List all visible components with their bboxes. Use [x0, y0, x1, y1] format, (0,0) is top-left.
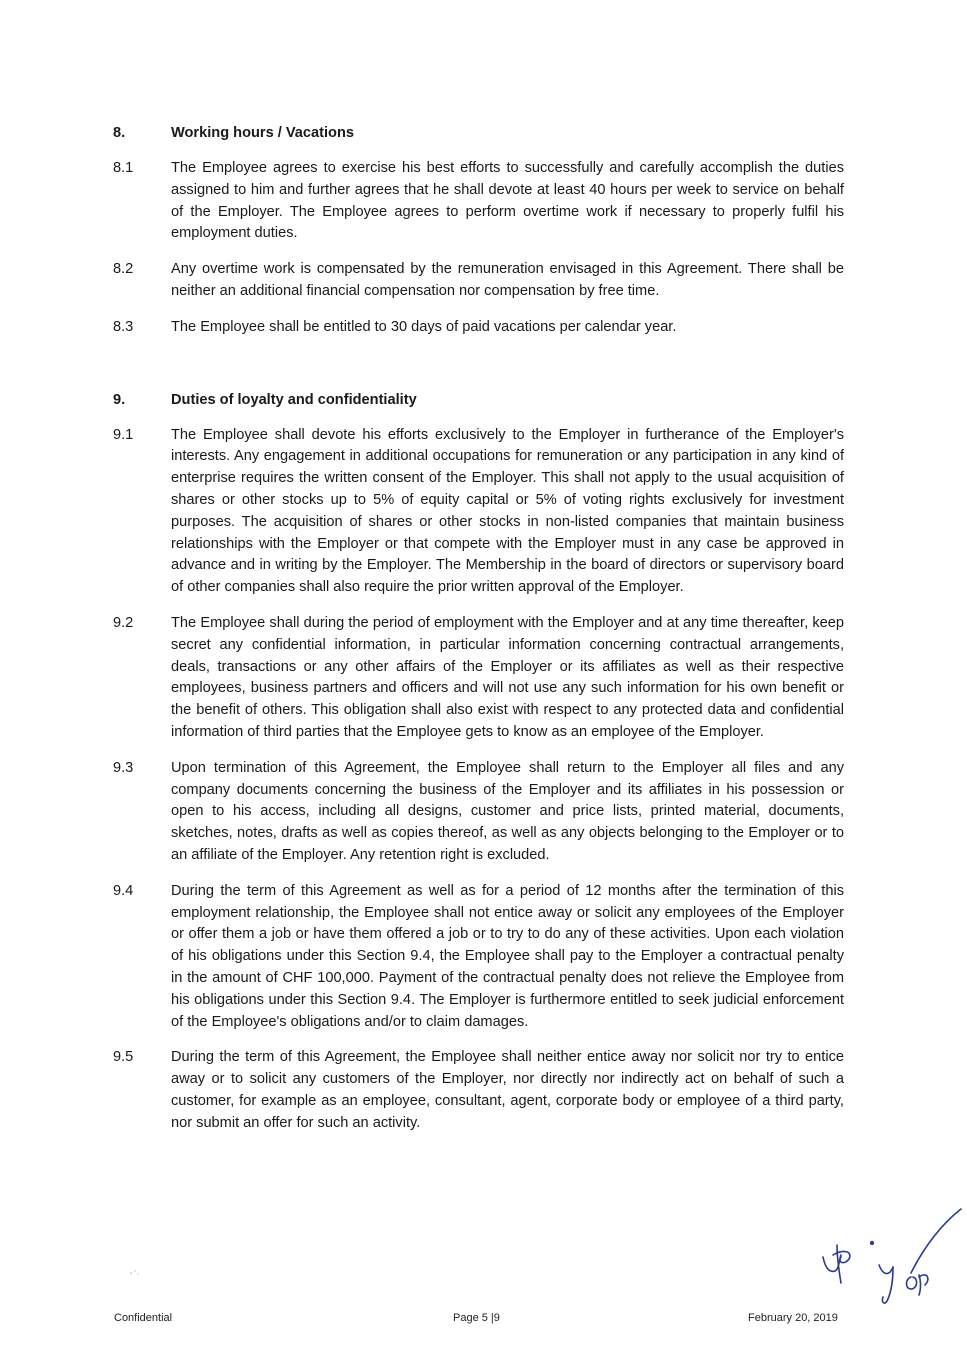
clause-number: 8.2: [113, 261, 134, 278]
clause-8-2: [113, 259, 844, 303]
clause-9-5: [113, 1047, 844, 1134]
clause-text: During the term of this Agreement as well as for a period of 12 months after the termination of this employment relationship, the Employee shall not entice away or solicit any employees of the Employer or offer them a job or have them offered a job or to try to do any of these activities. Upon each violation of his obligations under this Section 9.4, the Employee shall pay to the Employer a contractual penalty in the amount of CHF 100,000. Payment of the contractual penalty does not relieve the Employee from his obligations under this Section 9.4. The Employer is furthermore entitled to seek judicial enforcement of the Employee's obligations and/or to claim damages.: [171, 882, 844, 1030]
section-8-heading: [113, 122, 844, 144]
clause-number: 9.4: [113, 882, 134, 899]
footer-page-number: Page 5 |9: [453, 1312, 500, 1324]
clause-text: The Employee shall devote his efforts exclusively to the Employer in furtherance of the Employer's interests. Any engagement in additional occupations for remuneration or any participation in any kind of enterprise requires the written consent of the Employer. This shall not apply to the usual acquisition of shares or other stocks up to 5% of equity capital or 5% of voting rights exclusively for investment purposes. The acquisition of shares or other stocks in non-listed companies that maintain business relationships with the Employer or that compete with the Employer must in any case be approved in advance and in writing by the Employer. The Membership in the board of directors or supervisory board of other companies shall also require the prior written approval of the Employer.: [171, 426, 844, 596]
section-number: 9.: [113, 391, 126, 408]
clause-9-3: [113, 758, 844, 867]
clause-number: 9.3: [113, 759, 134, 776]
clause-number: 8.3: [113, 318, 134, 335]
clause-8-3: [113, 317, 844, 339]
clause-number: 9.1: [113, 426, 134, 443]
section-number: 8.: [113, 125, 126, 141]
clause-9-1: [113, 425, 844, 599]
section-title: Working hours / Vacations: [171, 125, 354, 141]
clause-number: 9.5: [113, 1049, 134, 1066]
section-9-heading: [113, 389, 844, 411]
scan-speck: [128, 1268, 142, 1278]
footer-confidential: Confidential: [114, 1312, 173, 1324]
clause-text: The Employee shall be entitled to 30 days of paid vacations per calendar year.: [171, 318, 677, 335]
clause-text: During the term of this Agreement, the Employee shall neither entice away nor solicit nor try to entice away or to solicit any customers of the Employer, nor directly nor indirectly act on behalf of such a customer, for example as an employee, consultant, agent, corporate body or employee of a third party, nor submit an offer for such an activity.: [171, 1049, 844, 1131]
clause-number: 8.1: [113, 160, 134, 176]
clause-8-1: [113, 158, 844, 245]
signature-initials: [815, 1205, 965, 1315]
clause-9-2: [113, 613, 844, 744]
clause-9-4: [113, 881, 844, 1034]
clause-number: 9.2: [113, 614, 134, 631]
clause-text: The Employee shall during the period of employment with the Employer and at any time thereafter, keep secret any confidential information, in particular information concerning contractual arrangements, deals, transactions or any other affairs of the Employer or its affiliates as well as their respective employees, business partners and officers and will not use any such information for his own benefit or the benefit of others. This obligation shall also exist with respect to any protected data and confidential information of third parties that the Employee gets to know as an employee of the Employer.: [171, 614, 844, 740]
clause-text: The Employee agrees to exercise his best efforts to successfully and carefully accomplish the duties assigned to him and further agrees that he shall devote at least 40 hours per week to service on behalf of the Employer. The Employee agrees to perform overtime work if necessary to properly fulfil his employment duties.: [171, 160, 844, 242]
clause-text: Any overtime work is compensated by the remuneration envisaged in this Agreement. There shall be neither an additional financial compensation nor compensation by free time.: [171, 261, 844, 299]
page-content: [113, 122, 844, 1134]
section-title: Duties of loyalty and confidentiality: [171, 391, 417, 408]
footer-date: February 20, 2019: [748, 1312, 838, 1324]
clause-text: Upon termination of this Agreement, the Employee shall return to the Employer all files and any company documents concerning the business of the Employer and its affiliates in his possession or open to his access, including all designs, customer and price lists, printed material, documents, sketches, notes, drafts as well as copies thereof, as well as any objects belonging to the Employer or to an affiliate of the Employer. Any retention right is excluded.: [171, 759, 844, 863]
